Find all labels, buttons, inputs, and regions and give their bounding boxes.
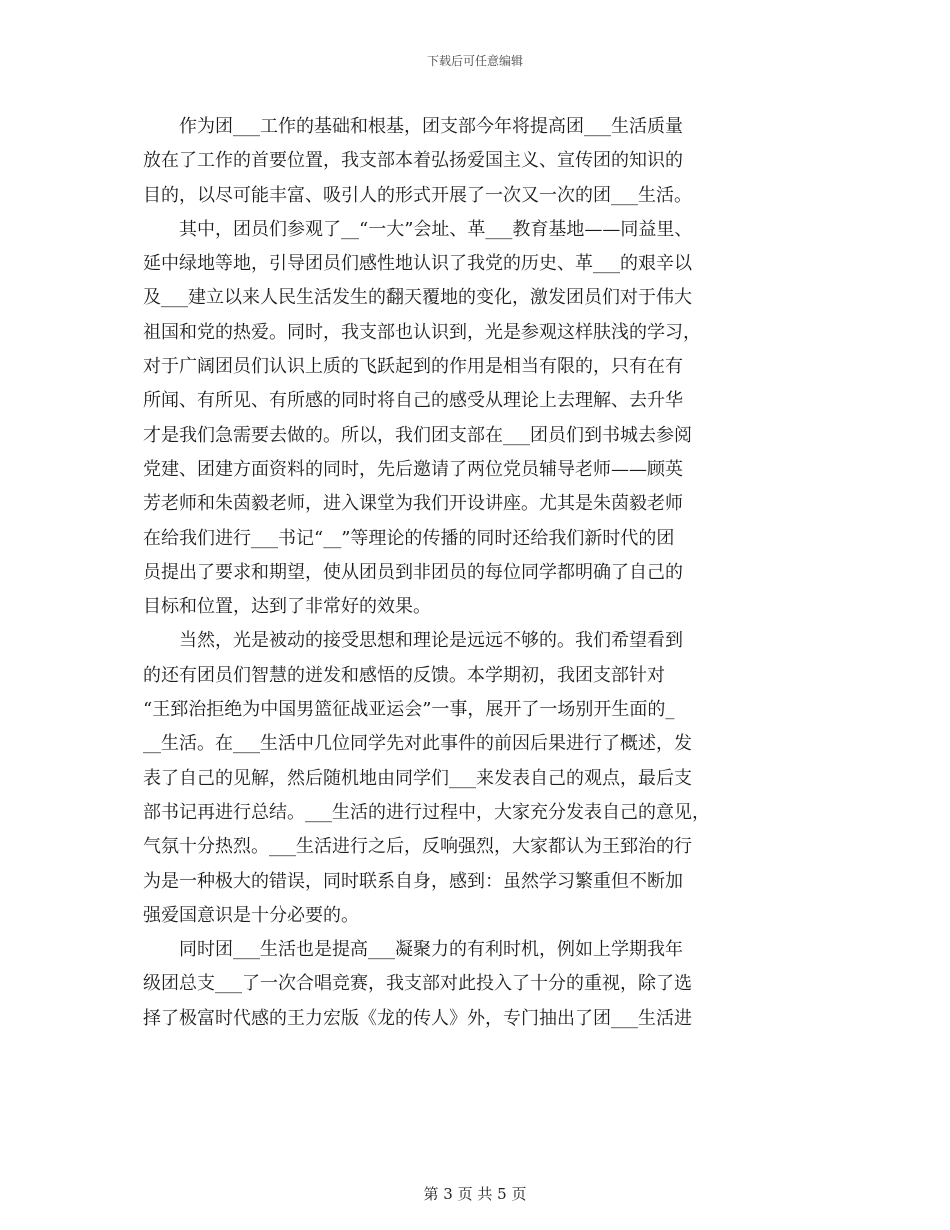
text-line: “王郅治拒绝为中国男篮征战亚运会”一事，展开了一场别开生面的_	[143, 699, 675, 721]
text-line: 表了自己的见解，然后随机地由同学们___来发表自己的观点，最后支	[143, 767, 692, 789]
text-line: 目的，以尽可能丰富、吸引人的形式开展了一次又一次的团___生活。	[143, 184, 692, 206]
text-line: 为是一种极大的错误，同时联系自身，感到：虽然学习繁重但不断加	[143, 870, 683, 892]
text-line: 气氛十分热烈。___生活进行之后，反响强烈，大家都认为王郅治的行	[143, 836, 692, 858]
text-line: 放在了工作的首要位置，我支部本着弘扬爱国主义、宣传团的知识的	[143, 150, 683, 172]
text-line: 强爱国意识是十分必要的。	[143, 904, 359, 926]
text-line: 同时团___生活也是提高___凝聚力的有利时机，例如上学期我年	[143, 939, 683, 961]
text-line: 延中绿地等地，引导团员们感性地认识了我党的历史、革___的艰辛以	[143, 253, 692, 275]
text-line: 目标和位置，达到了非常好的效果。	[143, 596, 431, 618]
page-header: 下载后可任意编辑	[426, 54, 523, 68]
text-line: 对于广阔团员们认识上质的飞跃起到的作用是相当有限的，只有在有	[143, 356, 683, 378]
text-line: 部书记再进行总结。___生活的进行过程中，大家充分发表自己的意见，	[143, 801, 710, 823]
text-line: 及___建立以来人民生活发生的翻天覆地的变化，激发团员们对于伟大	[143, 287, 692, 309]
text-line: 其中，团员们参观了__“一大”会址、革___教育基地——同益里、	[143, 218, 693, 240]
document-body	[143, 110, 813, 1036]
text-line: 当然，光是被动的接受思想和理论是远远不够的。我们希望看到	[143, 630, 683, 652]
text-line: 级团总支___了一次合唱竞赛，我支部对此投入了十分的重视，除了选	[143, 973, 692, 995]
text-line: __生活。在___生活中几位同学先对此事件的前因后果进行了概述，发	[143, 733, 692, 755]
text-line: 择了极富时代感的王力宏版《龙的传人》外，专门抽出了团___生活进	[143, 1007, 692, 1029]
text-line: 作为团___工作的基础和根基，团支部今年将提高团___生活质量	[143, 116, 683, 137]
text-line: 在给我们进行___书记“__”等理论的传播的同时还给我们新时代的团	[143, 527, 675, 549]
text-line: 才是我们急需要去做的。所以，我们团支部在___团员们到书城去参阅	[143, 424, 692, 446]
text-line: 党建、团建方面资料的同时，先后邀请了两位党员辅导老师——顾英	[143, 458, 683, 480]
text-line: 芳老师和朱茵毅老师，进入课堂为我们开设讲座。尤其是朱茵毅老师	[143, 493, 683, 515]
text-line: 员提出了要求和期望，使从团员到非团员的每位同学都明确了自己的	[143, 561, 683, 583]
text-line: 祖国和党的热爱。同时，我支部也认识到，光是参观这样肤浅的学习，	[143, 321, 701, 343]
text-line: 所闻、有所见、有所感的同时将自己的感受从理论上去理解、去升华	[143, 390, 683, 412]
text-line: 的还有团员们智慧的迸发和感悟的反馈。本学期初，我团支部针对	[143, 664, 665, 686]
page-footer: 第 3 页 共 5 页	[423, 1185, 527, 1203]
